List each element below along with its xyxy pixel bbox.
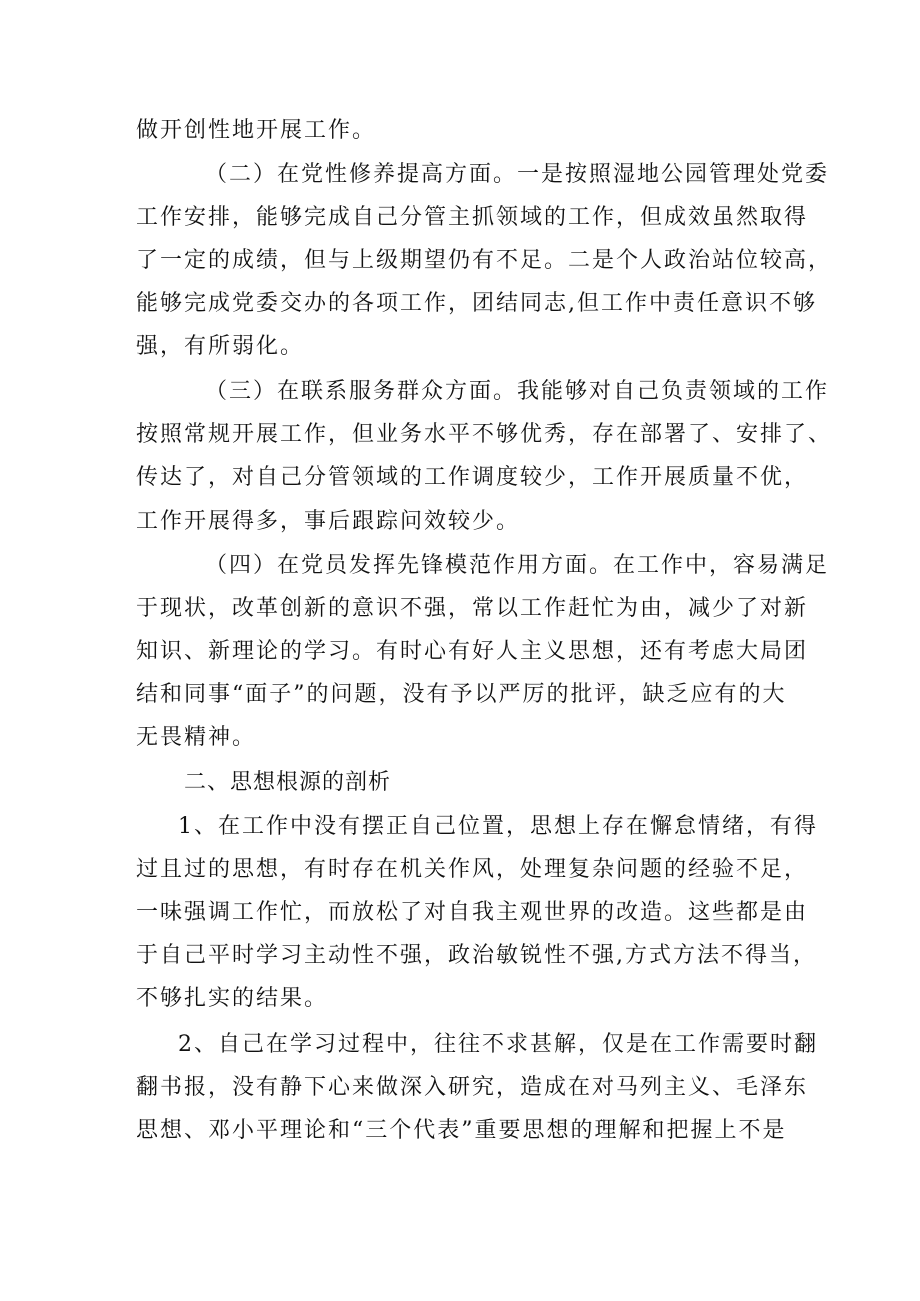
paragraph-four-line: （四）在党员发挥先锋模范作用方面。在工作中，容易满足 — [205, 553, 830, 578]
text-line: 过且过的思想，有时存在机关作风，处理复杂问题的经验不足， — [136, 857, 809, 882]
text-line: 做开创性地开展工作。 — [136, 118, 377, 143]
text-line: 强，有所弱化。 — [136, 334, 305, 359]
text-line: 于自己平时学习主动性不强，政治敏锐性不强,方式方法不得当， — [136, 943, 817, 968]
item-one-line: 1、在工作中没有摆正自己位置，思想上存在懈怠情绪，有得 — [178, 814, 818, 839]
text-line: 工作开展得多，事后跟踪问效较少。 — [136, 509, 521, 534]
item-two-line: 2、自己在学习过程中，往往不求甚解，仅是在工作需要时翻 — [178, 1032, 818, 1057]
text-line: 传达了，对自己分管领域的工作调度较少，工作开展质量不优， — [136, 465, 809, 490]
text-line: 不够扎实的结果。 — [136, 986, 329, 1011]
text-line: 工作安排，能够完成自己分管主抓领域的工作，但成效虽然取得 — [136, 205, 809, 230]
text-line: 能够完成党委交办的各项工作，团结同志,但工作中责任意识不够 — [136, 291, 817, 316]
text-line: 一味强调工作忙，而放松了对自我主观世界的改造。这些都是由 — [136, 900, 809, 925]
text-line: 翻书报，没有静下心来做深入研究，造成在对马列主义、毛泽东 — [136, 1075, 809, 1100]
text-line: 知识、新理论的学习。有时心有好人主义思想，还有考虑大局团 — [136, 639, 809, 664]
text-line: 于现状，改革创新的意识不强，常以工作赶忙为由，减少了对新 — [136, 596, 809, 621]
text-line: 思想、邓小平理论和“三个代表”重要思想的理解和把握上不是 — [136, 1118, 787, 1143]
paragraph-three-line: （三）在联系服务群众方面。我能够对自己负责领域的工作 — [205, 379, 830, 404]
text-line: 无畏精神。 — [136, 725, 257, 750]
text-line: 结和同事“面子”的问题，没有予以严厉的批评，缺乏应有的大 — [136, 682, 787, 707]
section-heading: 二、思想根源的剖析 — [184, 770, 392, 795]
text-line: 了一定的成绩，但与上级期望仍有不足。二是个人政治站位较高， — [136, 248, 833, 273]
text-line: 按照常规开展工作，但业务水平不够优秀，存在部署了、安排了、 — [136, 422, 833, 447]
paragraph-two-line: （二）在党性修养提高方面。一是按照湿地公园管理处党委 — [205, 162, 830, 187]
